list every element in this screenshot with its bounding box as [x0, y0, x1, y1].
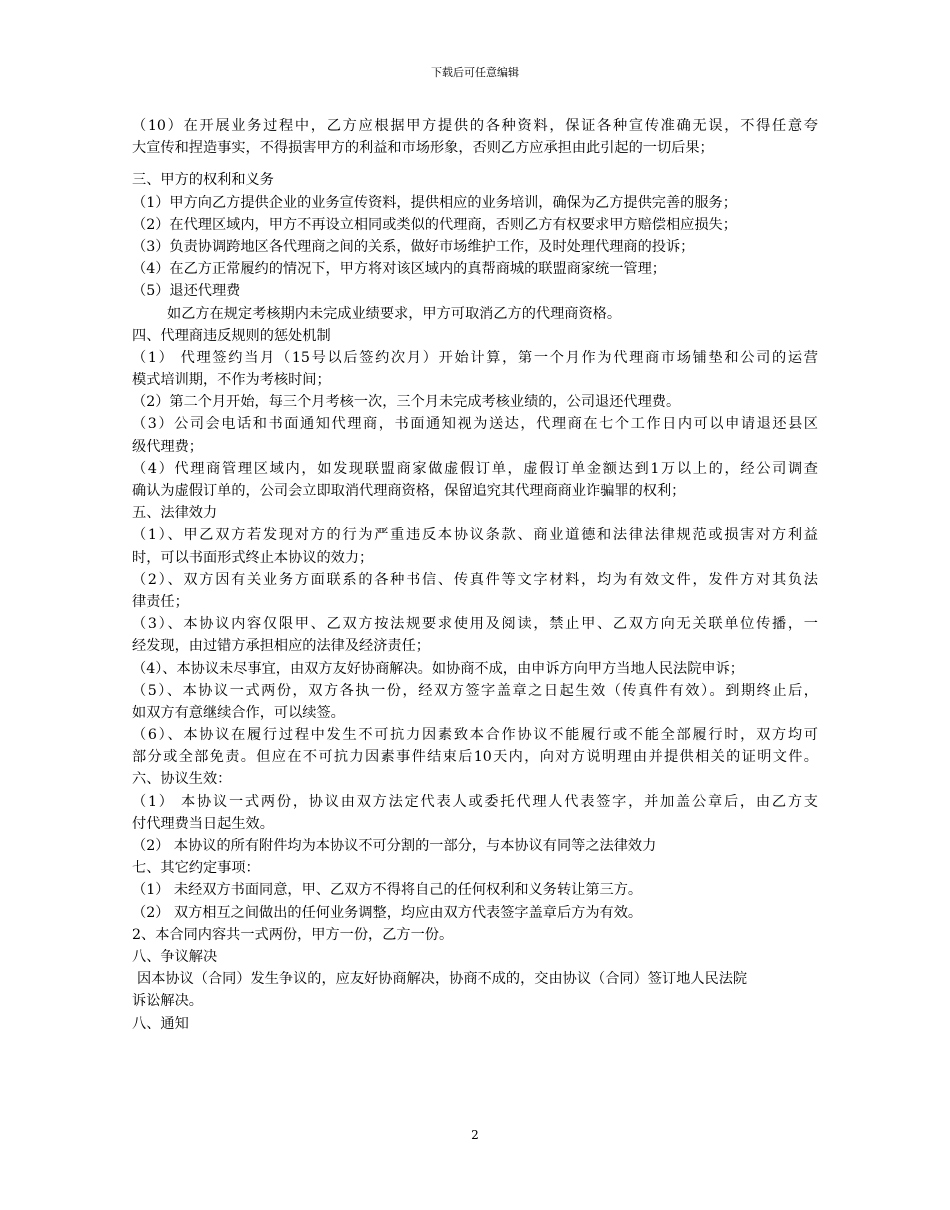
paragraph-line: （1）、甲乙双方若发现对方的行为严重违反本协议条款、商业道德和法律法律规范或损害对方利益 — [132, 527, 818, 544]
paragraph-line: 五、法律效力 — [132, 505, 218, 522]
paragraph-line: 八、争议解决 — [132, 948, 218, 965]
document-body — [132, 115, 818, 1035]
paragraph-line: 诉讼解决。 — [132, 993, 203, 1010]
paragraph-line: （5）、本协议一式两份，双方各执一份，经双方签字盖章之日起生效（传真件有效）。到期终止后， — [132, 682, 818, 699]
paragraph-line: 七、其它约定事项： — [132, 860, 260, 877]
paragraph-line: 如乙方在规定考核期内未完成业绩要求，甲方可取消乙方的代理商资格。 — [167, 305, 622, 322]
paragraph-line: （3）负责协调跨地区各代理商之间的关系，做好市场维护工作，及时处理代理商的投诉； — [132, 238, 695, 255]
paragraph-line: 三、甲方的权利和义务 — [132, 172, 274, 189]
paragraph-line: （4）代理商管理区域内，如发现联盟商家做虚假订单，虚假订单金额达到1万以上的，经公司调查 — [132, 460, 818, 477]
paragraph-line: （4）、本协议未尽事宜，由双方友好协商解决。如协商不成，由申诉方向甲方当地人民法院申诉； — [132, 660, 744, 677]
paragraph-line: （2） 本协议的所有附件均为本协议不可分割的一部分，与本协议有同等之法律效力 — [132, 838, 657, 854]
paragraph-line: 2、本合同内容共一式两份，甲方一份，乙方一份。 — [132, 926, 454, 943]
paragraph-line: 四、代理商违反规则的惩处机制 — [132, 327, 331, 344]
paragraph-line: 大宣传和捏造事实，不得损害甲方的利益和市场形象，否则乙方应承担由此引起的一切后果； — [132, 140, 714, 157]
paragraph-line: 模式培训期，不作为考核时间； — [132, 372, 331, 389]
page-header: 下载后可任意编辑 — [431, 66, 519, 79]
paragraph-line: （2）、双方因有关业务方面联系的各种书信、传真件等文字材料，均为有效文件，发件方对其负法 — [132, 571, 818, 588]
paragraph-line: （1）甲方向乙方提供企业的业务宣传资料，提供相应的业务培训，确保为乙方提供完善的服务； — [132, 194, 737, 211]
paragraph-line: 律责任； — [132, 593, 189, 610]
paragraph-line: 级代理费； — [132, 438, 203, 455]
paragraph-line: 时，可以书面形式终止本协议的效力； — [132, 549, 374, 566]
paragraph-line: 部分或全部免责。但应在不可抗力因素事件结束后10天内，向对方说明理由并提供相关的证明文件。 — [132, 749, 818, 766]
paragraph-line: （2）第二个月开始，每三个月考核一次，三个月未完成考核业绩的，公司退还代理费。 — [132, 394, 681, 411]
paragraph-line: 六、协议生效： — [132, 771, 232, 788]
paragraph-line: （5）退还代理费 — [132, 283, 241, 300]
paragraph-line: 因本协议（合同）发生争议的，应友好协商解决，协商不成的，交由协议（合同）签订地人民法院 — [137, 971, 748, 988]
page-number: 2 — [471, 1128, 479, 1142]
paragraph-line: （4）在乙方正常履约的情况下，甲方将对该区域内的真帮商城的联盟商家统一管理； — [132, 261, 666, 278]
paragraph-line: （1） 未经双方书面同意，甲、乙双方不得将自己的任何权利和义务转让第三方。 — [132, 882, 643, 899]
paragraph-line: （2） 双方相互之间做出的任何业务调整，均应由双方代表签字盖章后方为有效。 — [132, 904, 643, 921]
paragraph-line: （2）在代理区域内，甲方不再设立相同或类似的代理商，否则乙方有权要求甲方赔偿相应损失； — [132, 216, 737, 233]
paragraph-line: 确认为虚假订单的，公司会立即取消代理商资格，保留追究其代理商商业诈骗罪的权利； — [132, 483, 686, 499]
paragraph-line: （10）在开展业务过程中，乙方应根据甲方提供的各种资料，保证各种宣传准确无误，不得任意夸 — [132, 118, 818, 134]
paragraph-line: （1） 代理签约当月（15号以后签约次月）开始计算，第一个月作为代理商市场铺垫和公司的运营 — [132, 349, 818, 366]
paragraph-line: 经发现，由过错方承担相应的法律及经济责任； — [132, 638, 430, 655]
paragraph-line: 八、通知 — [132, 1015, 189, 1032]
paragraph-line: （3）、本协议内容仅限甲、乙双方按法规要求使用及阅读，禁止甲、乙双方向无关联单位传播，一 — [132, 616, 818, 633]
paragraph-line: （3）公司会电话和书面通知代理商，书面通知视为送达，代理商在七个工作日内可以申请退还县区 — [132, 416, 818, 433]
paragraph-line: 如双方有意继续合作，可以续签。 — [132, 704, 345, 721]
paragraph-line: 付代理费当日起生效。 — [132, 815, 274, 832]
paragraph-line: （1） 本协议一式两份，协议由双方法定代表人或委托代理人代表签字，并加盖公章后，由乙方支 — [132, 793, 818, 810]
paragraph-line: （6）、本协议在履行过程中发生不可抗力因素致本合作协议不能履行或不能全部履行时，双方均可 — [132, 727, 818, 744]
